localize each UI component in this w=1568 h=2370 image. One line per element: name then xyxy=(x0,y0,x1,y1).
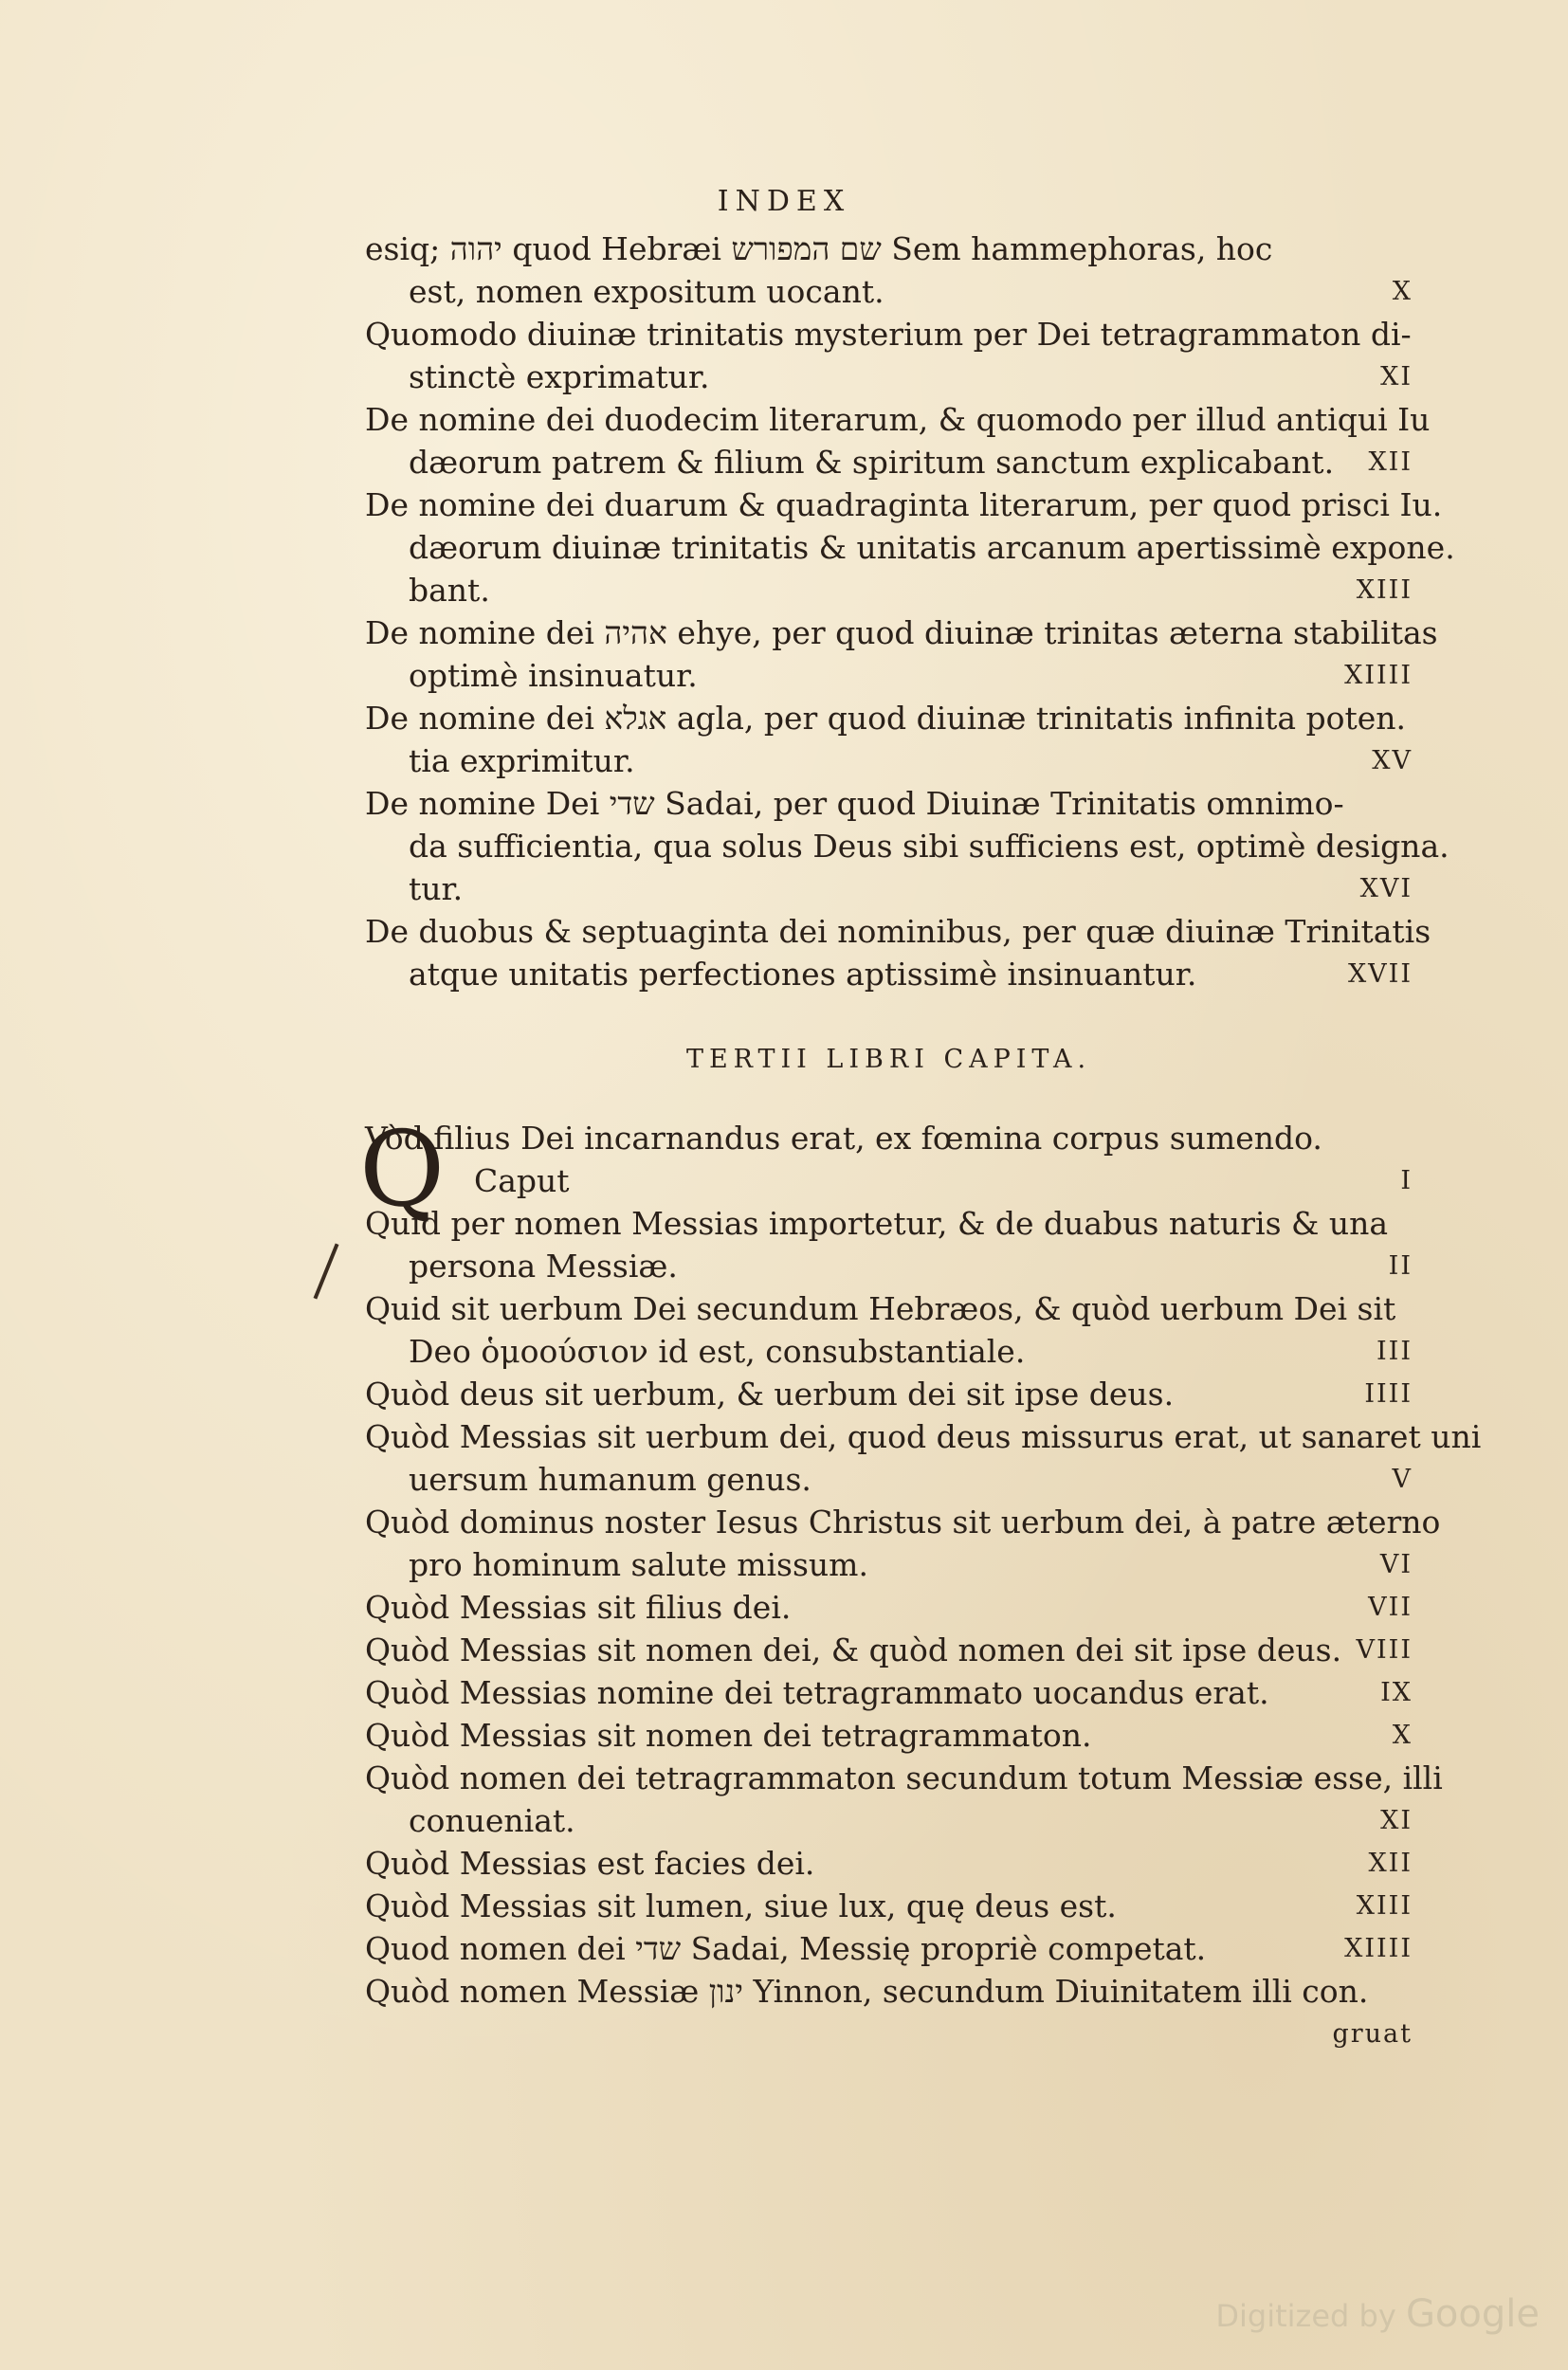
entry-line xyxy=(365,356,1413,398)
entry-text: De nomine dei אהיה ehye, per quod diuinæ trinitas æterna stabilitas xyxy=(365,614,1438,651)
entry-text: tur. xyxy=(409,870,464,907)
chapter-number: II xyxy=(1388,1251,1413,1281)
catchword-line xyxy=(365,2013,1413,2055)
index-entry xyxy=(365,1927,1413,1970)
entry-line xyxy=(365,1373,1413,1415)
entry-text: Quòd nomen dei tetragrammaton secundum totum Messiæ esse, illi xyxy=(365,1759,1443,1796)
entry-line xyxy=(365,1970,1413,2013)
entry-text: Quòd Messias sit uerbum dei, quod deus missurus erat, ut sanaret uni xyxy=(365,1418,1482,1455)
entry-line xyxy=(365,270,1413,313)
chapter-number: XVII xyxy=(1347,959,1413,989)
chapter-number: XIIII xyxy=(1344,661,1413,690)
entry-text: conueniat. xyxy=(409,1802,575,1839)
entry-line xyxy=(365,441,1413,483)
entry-text: Quòd Messias est facies dei. xyxy=(365,1845,815,1882)
entry-text: esiq; יהוה quod Hebræi שם המפורש Sem hammephoras, hoc xyxy=(365,230,1273,267)
chapter-number: I xyxy=(1400,1166,1413,1195)
index-entry xyxy=(365,1970,1413,2013)
index-entry xyxy=(365,228,1413,313)
entry-text: Caput xyxy=(474,1162,570,1199)
entry-text: Quòd dominus noster Iesus Christus sit uerbum dei, à patre æterno xyxy=(365,1504,1441,1540)
entry-text: De nomine dei אגלא agla, per quod diuinæ trinitatis infinita poten. xyxy=(365,700,1407,737)
entry-line xyxy=(365,1885,1413,1927)
entry-text: Quòd Messias sit nomen dei, & quòd nomen dei sit ipse deus. xyxy=(365,1632,1342,1668)
index-entry xyxy=(365,313,1413,398)
entry-line xyxy=(365,739,1413,782)
entry-line xyxy=(365,1501,1441,1543)
entry-line xyxy=(365,1415,1482,1458)
entry-line xyxy=(365,1202,1413,1245)
index-entry xyxy=(365,697,1413,782)
index-block-one xyxy=(365,228,1455,995)
digitized-watermark xyxy=(1215,2292,1540,2336)
index-entry xyxy=(365,1202,1413,1287)
entry-text: Quid per nomen Messias importetur, & de duabus naturis & una xyxy=(365,1205,1389,1242)
index-block-two xyxy=(359,1108,1482,2013)
entry-line xyxy=(365,569,1413,611)
entry-line xyxy=(365,526,1455,569)
entry-line xyxy=(365,313,1413,356)
chapter-number: XI xyxy=(1380,1806,1413,1835)
entry-text: dæorum diuinæ trinitatis & unitatis arcanum apertissimè expone. xyxy=(409,529,1455,566)
entry-line xyxy=(365,1330,1413,1373)
entry-text: dæorum patrem & filium & spiritum sanctum explicabant. xyxy=(409,444,1335,481)
entry-line xyxy=(365,483,1443,526)
entry-text: optimè insinuatur. xyxy=(409,657,698,694)
index-entry xyxy=(365,1415,1482,1501)
entry-text: est, nomen expositum uocant. xyxy=(409,273,884,310)
entry-text: Quòd deus sit uerbum, & uerbum dei sit ipse deus. xyxy=(365,1376,1175,1413)
entry-line xyxy=(365,611,1438,654)
entry-text: uersum humanum genus. xyxy=(409,1461,811,1498)
chapter-number: VI xyxy=(1379,1550,1413,1579)
entry-text: Quomodo diuinæ trinitatis mysterium per Dei tetragrammaton di- xyxy=(365,316,1412,353)
index-entry xyxy=(365,611,1438,697)
chapter-number: XIIII xyxy=(1344,1934,1413,1963)
index-entry xyxy=(365,1885,1413,1927)
chapter-number: X xyxy=(1392,277,1413,306)
entry-line xyxy=(365,1927,1413,1970)
catchword: gruat xyxy=(1332,2019,1413,2049)
drop-cap: Q xyxy=(359,1108,446,1230)
entry-text: De nomine dei duodecim literarum, & quomodo per illud antiqui Iu xyxy=(365,401,1431,438)
entry-text: Vòd filius Dei incarnandus erat, ex fœmina corpus sumendo. xyxy=(365,1120,1322,1157)
watermark-brand: Google xyxy=(1405,2292,1540,2336)
entry-text: Quod nomen dei שדי Sadai, Messię propriè competat. xyxy=(365,1930,1207,1967)
entry-line xyxy=(365,1586,1413,1629)
entry-text: da sufficientia, qua solus Deus sibi sufficiens est, optimè designa. xyxy=(409,828,1449,865)
chapter-number: IX xyxy=(1380,1678,1413,1707)
section-title: TERTII LIBRI CAPITA. xyxy=(685,1045,1092,1074)
entry-text: Quòd Messias sit filius dei. xyxy=(365,1589,792,1626)
index-text xyxy=(359,228,1482,2055)
entry-line xyxy=(365,1629,1413,1671)
entry-line xyxy=(365,867,1413,910)
running-head: INDEX xyxy=(717,185,851,218)
index-entry xyxy=(365,910,1431,995)
entry-line xyxy=(365,1287,1413,1330)
chapter-number: III xyxy=(1377,1337,1413,1366)
chapter-number: X xyxy=(1392,1721,1413,1750)
index-entry xyxy=(365,1757,1443,1842)
entry-line xyxy=(365,1245,1413,1287)
chapter-number: XIII xyxy=(1356,575,1413,605)
chapter-number: VII xyxy=(1368,1593,1413,1622)
entry-line xyxy=(365,1714,1413,1757)
entry-text: Deo ὁμοούσιον id est, consubstantiale. xyxy=(409,1333,1026,1370)
entry-text: De nomine Dei שדי Sadai, per quod Diuinæ Trinitatis omnimo- xyxy=(365,785,1344,822)
entry-line xyxy=(365,1671,1413,1714)
entry-line xyxy=(365,1117,1413,1159)
entry-text: stinctè exprimatur. xyxy=(409,358,710,395)
index-entry xyxy=(365,398,1431,483)
chapter-number: IIII xyxy=(1364,1379,1413,1409)
entry-line xyxy=(365,1159,1413,1202)
chapter-number: VIII xyxy=(1356,1635,1413,1665)
entry-text: Quòd Messias nomine dei tetragrammato uocandus erat. xyxy=(365,1674,1269,1711)
index-entry xyxy=(365,1842,1413,1885)
entry-line xyxy=(365,1757,1443,1799)
entry-line xyxy=(365,398,1431,441)
entry-text: Quid sit uerbum Dei secundum Hebræos, & quòd uerbum Dei sit xyxy=(365,1290,1396,1327)
entry-line xyxy=(365,1842,1413,1885)
entry-line xyxy=(365,697,1413,739)
entry-text: Quòd Messias sit lumen, siue lux, quę deus est. xyxy=(365,1887,1117,1924)
index-entry xyxy=(365,1373,1413,1415)
margin-pen-mark xyxy=(314,1244,339,1300)
entry-line xyxy=(365,1458,1413,1501)
entry-line xyxy=(365,782,1413,825)
chapter-number: XV xyxy=(1372,746,1413,775)
index-entry xyxy=(365,1629,1413,1671)
chapter-number: XIII xyxy=(1356,1891,1413,1921)
entry-text: Quòd Messias sit nomen dei tetragrammaton. xyxy=(365,1717,1092,1754)
entry-line xyxy=(365,953,1413,995)
watermark-prefix: Digitized by xyxy=(1215,2298,1396,2334)
entry-line xyxy=(365,1543,1413,1586)
entry-line xyxy=(365,910,1431,953)
chapter-number: XII xyxy=(1368,1849,1413,1878)
index-entry xyxy=(365,1287,1413,1373)
entry-line xyxy=(365,654,1413,697)
entry-text: persona Messiæ. xyxy=(409,1248,678,1285)
index-entry xyxy=(365,1714,1413,1757)
chapter-number: XII xyxy=(1368,447,1413,477)
chapter-number: XI xyxy=(1380,362,1413,392)
entry-line xyxy=(365,228,1413,270)
entry-text: pro hominum salute missum. xyxy=(409,1546,868,1583)
entry-text: atque unitatis perfectiones aptissimè insinuantur. xyxy=(409,956,1197,993)
chapter-number: V xyxy=(1392,1465,1413,1494)
entry-text: tia exprimitur. xyxy=(409,742,635,779)
index-entry xyxy=(365,483,1455,611)
entry-text: bant. xyxy=(409,572,490,609)
index-entry xyxy=(365,1671,1413,1714)
index-entry xyxy=(365,1501,1441,1586)
index-entry xyxy=(365,782,1449,910)
entry-text: De nomine dei duarum & quadraginta literarum, per quod prisci Iu. xyxy=(365,486,1443,523)
chapter-number: XVI xyxy=(1359,874,1413,903)
entry-text: Quòd nomen Messiæ ינון Yinnon, secundum Diuinitatem illi con. xyxy=(365,1973,1369,2010)
index-entry xyxy=(365,1586,1413,1629)
entry-line xyxy=(365,1799,1413,1842)
entry-text: De duobus & septuaginta dei nominibus, per quæ diuinæ Trinitatis xyxy=(365,913,1431,950)
entry-line xyxy=(365,825,1449,867)
